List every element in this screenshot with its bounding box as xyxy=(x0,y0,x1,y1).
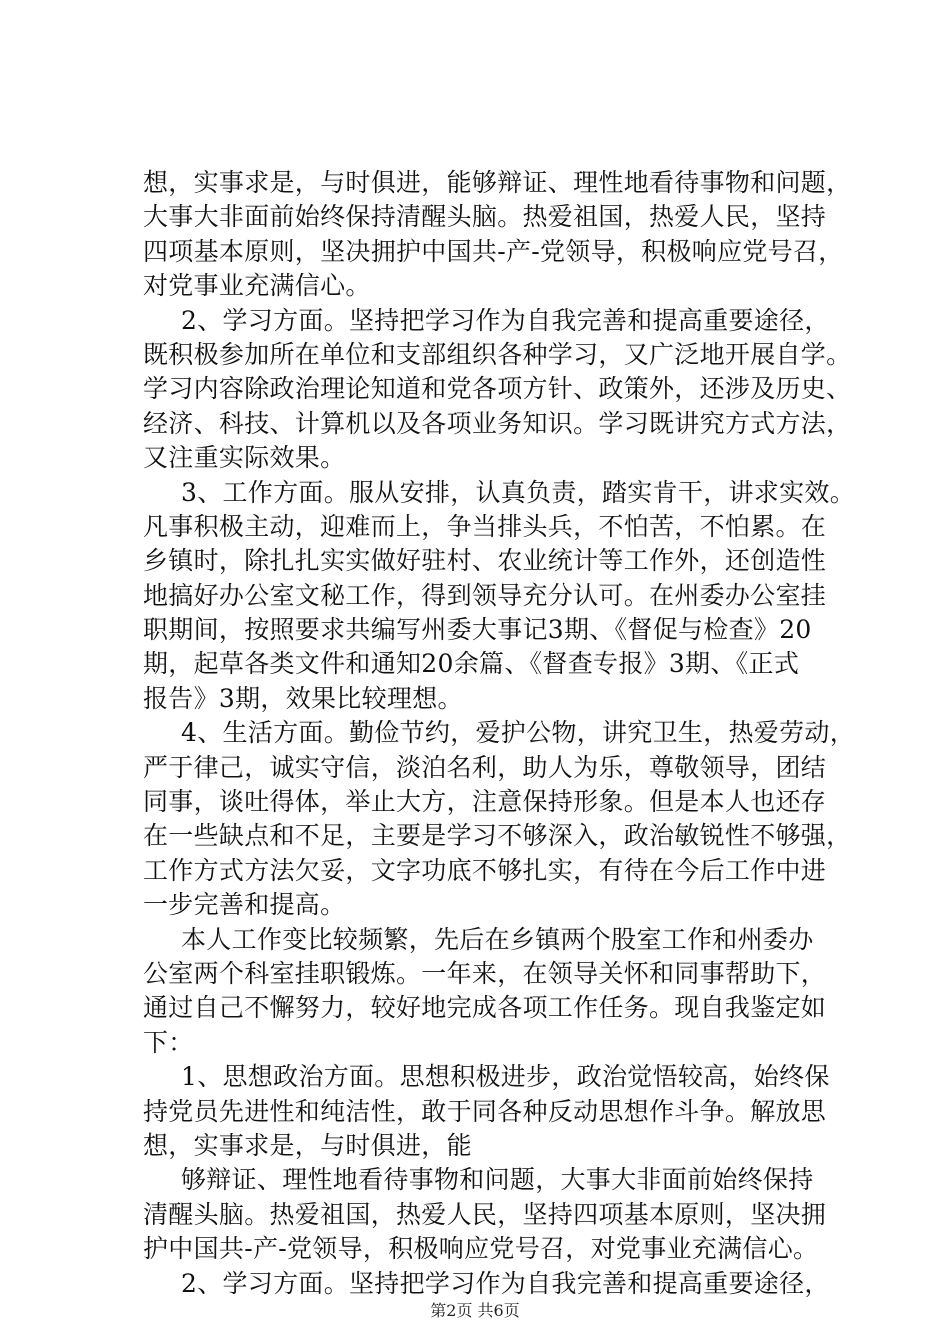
text-line: 一步完善和提高。 xyxy=(143,890,346,920)
text-line: 护中国共-产-党领导，积极响应党号召，对党事业充满信心。 xyxy=(143,1234,819,1264)
text-line: 地搞好办公室文秘工作，得到领导充分认可。在州委办公室挂 xyxy=(143,580,827,610)
text-line: 1、思想政治方面。思想积极进步，政治觉悟较高，始终保 xyxy=(181,1062,830,1092)
text-line: 工作方式方法欠妥，文字功底不够扎实，有待在今后工作中进 xyxy=(143,855,827,885)
text-line: 学习内容除政治理论知道和党各项方针、政策外，还涉及历史、 xyxy=(143,374,852,404)
text-line: 清醒头脑。热爱祖国，热爱人民，坚持四项基本原则，坚决拥 xyxy=(143,1199,827,1229)
text-line: 下： xyxy=(143,1027,194,1057)
text-line: 在一些缺点和不足，主要是学习不够深入，政治敏锐性不够强， xyxy=(143,821,852,851)
text-line: 乡镇时，除扎扎实实做好驻村、农业统计等工作外，还创造性 xyxy=(143,546,827,576)
text-line: 够辩证、理性地看待事物和问题，大事大非面前始终保持 xyxy=(181,1165,814,1195)
page-footer: 第2页 共6页 xyxy=(430,1301,520,1320)
text-line: 期，起草各类文件和通知20余篇、《督查专报》3期、《正式 xyxy=(143,649,800,679)
text-line: 凡事积极主动，迎难而上，争当排头兵，不怕苦，不怕累。在 xyxy=(143,511,827,541)
text-line: 又注重实际效果。 xyxy=(143,443,346,473)
text-line: 经济、科技、计算机以及各项业务知识。学习既讲究方式方法， xyxy=(143,408,852,438)
text-line: 四项基本原则，坚决拥护中国共-产-党领导，积极响应党号召， xyxy=(143,236,844,266)
text-line: 既积极参加所在单位和支部组织各种学习，又广泛地开展自学。 xyxy=(143,339,852,369)
text-line: 2、学习方面。坚持把学习作为自我完善和提高重要途径， xyxy=(181,305,830,335)
text-line: 公室两个科室挂职锻炼。一年来，在领导关怀和同事帮助下， xyxy=(143,958,827,988)
text-line: 通过自己不懈努力，较好地完成各项工作任务。现自我鉴定如 xyxy=(143,993,827,1023)
text-line: 想，实事求是，与时俱进，能够辩证、理性地看待事物和问题， xyxy=(143,168,852,197)
text-line: 报告》3期，效果比较理想。 xyxy=(143,683,463,713)
text-line: 对党事业充满信心。 xyxy=(143,271,371,301)
text-line: 严于律己，诚实守信，淡泊名利，助人为乐，尊敬领导，团结 xyxy=(143,752,827,782)
document-body xyxy=(143,166,856,1301)
text-line: 2、学习方面。坚持把学习作为自我完善和提高重要途径， xyxy=(181,1268,830,1298)
text-line: 持党员先进性和纯洁性，敢于同各种反动思想作斗争。解放思 xyxy=(143,1096,827,1126)
text-line: 同事，谈吐得体，举止大方，注意保持形象。但是本人也还存 xyxy=(143,787,827,817)
text-line: 4、生活方面。勤俭节约，爱护公物，讲究卫生，热爱劳动， xyxy=(181,718,856,748)
text-line: 想，实事求是，与时俱进，能 xyxy=(143,1130,472,1160)
text-line: 3、工作方面。服从安排，认真负责，踏实肯干，讲求实效。 xyxy=(181,477,856,507)
text-line: 大事大非面前始终保持清醒头脑。热爱祖国，热爱人民，坚持 xyxy=(143,202,827,232)
text-line: 本人工作变比较频繁，先后在乡镇两个股室工作和州委办 xyxy=(181,924,814,954)
text-line: 职期间，按照要求共编写州委大事记3期、《督促与检查》20 xyxy=(143,615,812,645)
